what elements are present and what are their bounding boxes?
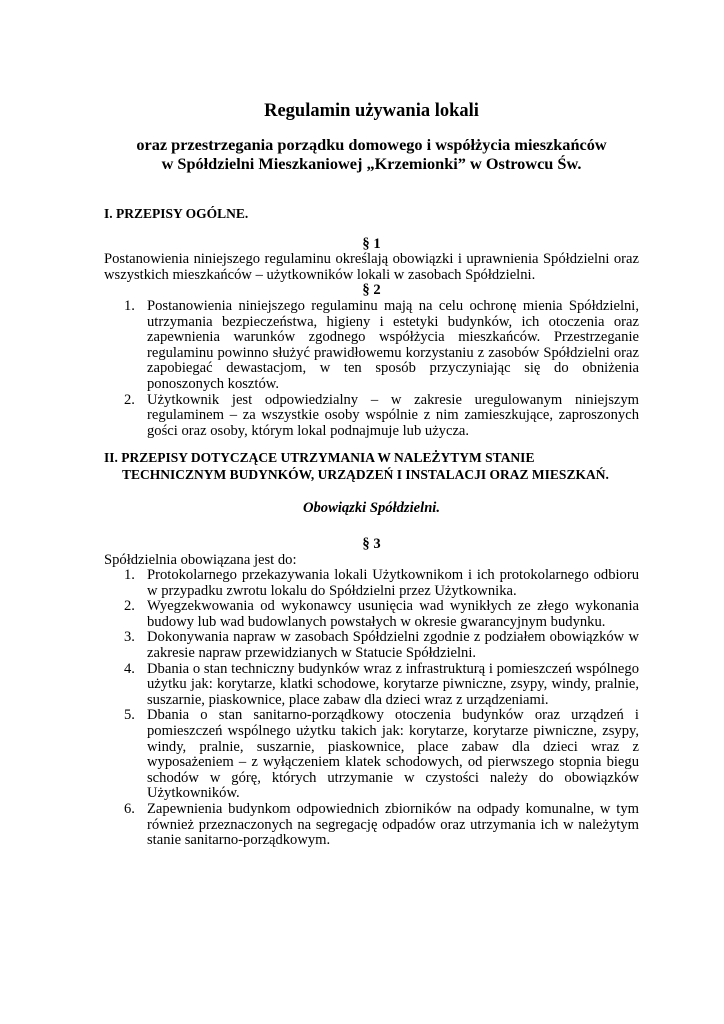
paragraph-3-intro: Spółdzielnia obowiązana jest do:: [104, 551, 297, 568]
list-item-text: Postanowienia niniejszego regulaminu mają na celu ochronę mienia Spółdzielni, utrzymania bezpieczeństwa, higieny i estetyki budynków, ich otoczenia oraz zapewnienia warunków zgodnego współżycia mieszkańców. Przestrzeganie regulaminu powinno służyć prawidłowemu korzystaniu z zasobów Spółdzielni oraz zapobiegać dewastacjom, w ten sposób przyczyniając się do obniżenia ponoszonych kosztów.: [147, 297, 639, 392]
list-item: [104, 299, 639, 393]
section-2-subheading: Obowiązki Spółdzielni.: [302, 500, 441, 517]
list-item-number: 3.: [124, 629, 135, 646]
list-item: [104, 802, 639, 849]
list-item-number: 5.: [124, 707, 135, 724]
section-2-heading-line-1: II. PRZEPISY DOTYCZĄCE UTRZYMANIA W NALEŻYTYM STANIE: [104, 450, 535, 466]
paragraph-2-mark: § 2: [362, 282, 381, 299]
paragraph-3-mark: § 3: [362, 535, 381, 552]
list-item: [104, 599, 639, 630]
paragraph-2-list: [104, 299, 639, 439]
section-2-heading-line-2: TECHNICZNYM BUDYNKÓW, URZĄDZEŃ I INSTALACJI ORAZ MIESZKAŃ.: [122, 467, 609, 483]
list-item-number: 2.: [124, 391, 135, 408]
section-2-heading: [104, 449, 639, 483]
list-item-text: Dokonywania napraw w zasobach Spółdzielni zgodnie z podziałem obowiązków w zakresie napraw przewidzianych w Statucie Spółdzielni.: [147, 629, 639, 662]
section-1-heading: I. PRZEPISY OGÓLNE.: [104, 206, 249, 221]
paragraph-1-mark: § 1: [362, 235, 381, 252]
list-item: [104, 568, 639, 599]
list-item-number: 1.: [124, 567, 135, 584]
list-item-text: Użytkownik jest odpowiedzialny – w zakresie uregulowanym niniejszym regulaminem – za wszystkie osoby wspólnie z nim zamieszkujące, zaproszonych gości oraz osoby, którym lokal podnajmuje lub użycza.: [147, 391, 639, 439]
list-item-text: Wyegzekwowania od wykonawcy usunięcia wad wynikłych ze złego wykonania budowy lub wad budowlanych powstałych w okresie gwarancyjnym budynku.: [147, 598, 639, 630]
list-item: [104, 708, 639, 802]
subtitle-line-2: w Spółdzielni Mieszkaniowej „Krzemionki” w Ostrowcu Św.: [161, 154, 582, 173]
paragraph-3-list: [104, 568, 639, 849]
list-item-number: 1.: [124, 297, 135, 314]
list-item-text: Dbania o stan techniczny budynków wraz z infrastrukturą i pomieszczeń wspólnego użytku jak: korytarze, klatki schodowe, korytarze piwniczne, zsypy, windy, pralnie, suszarnie, piaskownice, place zabaw dla dzieci wraz z urządzeniami.: [147, 660, 639, 708]
list-item: [104, 630, 639, 661]
list-item-text: Protokolarnego przekazywania lokali Użytkownikom i ich protokolarnego odbioru w przypadku zwrotu lokalu do Spółdzielni przez Użytkownika.: [147, 567, 639, 599]
list-item: [104, 393, 639, 440]
paragraph-1-text: Postanowienia niniejszego regulaminu określają obowiązki i uprawnienia Spółdzielni oraz wszystkich mieszkańców – użytkowników lokali w zasobach Spółdzielni.: [104, 251, 639, 283]
list-item-number: 6.: [124, 801, 135, 817]
list-item-text: Dbania o stan sanitarno-porządkowy otoczenia budynków oraz urządzeń i pomieszczeń wspólnego użytku takich jak: korytarze, korytarze piwniczne, zsypy, windy, pralnie, suszarnie, piaskownice, place zabaw dla dzieci wraz z wyposażeniem – z wyłączeniem klatek schodowych, od pierwszego stopnia biegu schodów w górę, których utrzymanie w czystości należy do obowiązków Użytkowników.: [147, 707, 639, 802]
document-subtitle: [104, 135, 639, 173]
subtitle-line-1: oraz przestrzegania porządku domowego i współżycia mieszkańców: [136, 135, 607, 154]
list-item-number: 4.: [124, 660, 135, 677]
list-item-number: 2.: [124, 598, 135, 615]
document-title: Regulamin używania lokali: [264, 101, 479, 121]
document-page: [104, 100, 639, 849]
list-item-text: Zapewnienia budynkom odpowiednich zbiorników na odpady komunalne, w tym również przeznaczonych na segregację odpadów oraz utrzymania ich w należytym stanie sanitarno-porządkowym.: [147, 801, 639, 849]
list-item: [104, 662, 639, 709]
